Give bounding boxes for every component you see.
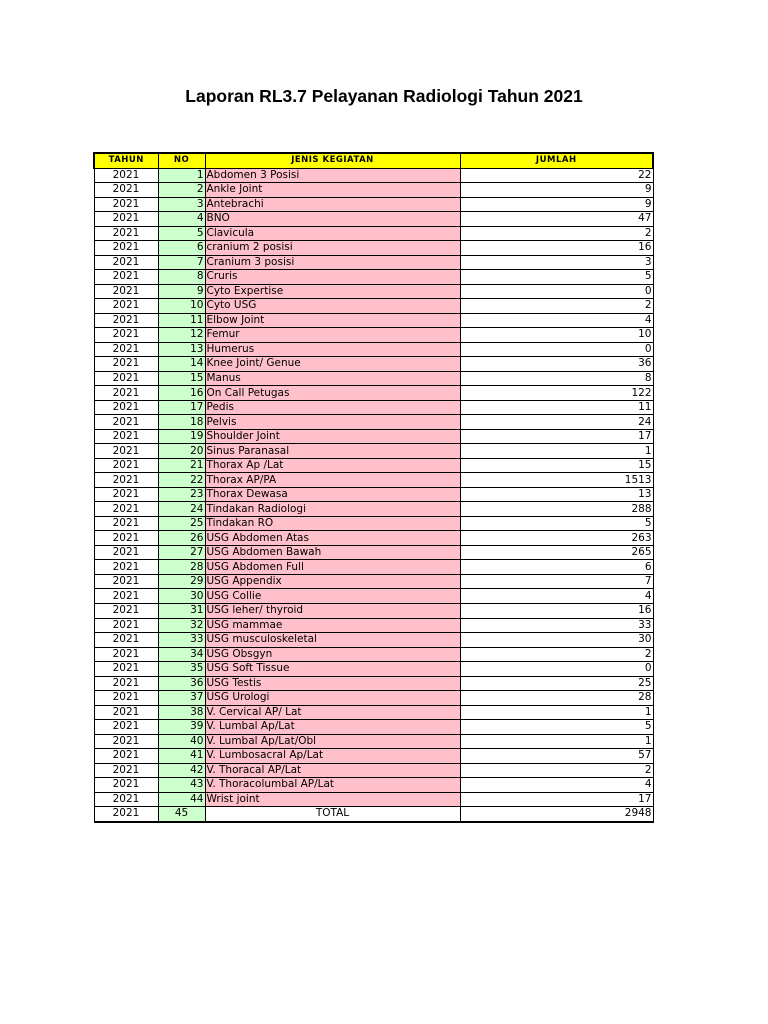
table-row	[94, 255, 653, 270]
cell-jenis-kegiatan: Elbow Joint	[205, 313, 460, 328]
table-row	[94, 778, 653, 793]
table-row	[94, 212, 653, 227]
cell-jumlah: 17	[460, 429, 653, 444]
cell-tahun: 2021	[94, 502, 158, 517]
total-jumlah: 2948	[460, 807, 653, 822]
cell-tahun: 2021	[94, 749, 158, 764]
cell-tahun: 2021	[94, 778, 158, 793]
page-title: Laporan RL3.7 Pelayanan Radiologi Tahun 2021	[185, 86, 583, 106]
cell-tahun: 2021	[94, 458, 158, 473]
cell-no: 10	[158, 299, 205, 314]
cell-no: 22	[158, 473, 205, 488]
table-row	[94, 749, 653, 764]
cell-jenis-kegiatan: USG musculoskeletal	[205, 633, 460, 648]
cell-no: 44	[158, 792, 205, 807]
cell-jumlah: 288	[460, 502, 653, 517]
cell-tahun: 2021	[94, 792, 158, 807]
cell-jumlah: 28	[460, 691, 653, 706]
table-row	[94, 197, 653, 212]
cell-no: 17	[158, 400, 205, 415]
cell-jumlah: 4	[460, 313, 653, 328]
cell-tahun: 2021	[94, 371, 158, 386]
cell-jenis-kegiatan: USG Abdomen Atas	[205, 531, 460, 546]
cell-tahun: 2021	[94, 342, 158, 357]
table-row	[94, 473, 653, 488]
cell-no: 30	[158, 589, 205, 604]
header-jumlah: JUMLAH	[460, 153, 653, 168]
cell-no: 37	[158, 691, 205, 706]
cell-tahun: 2021	[94, 299, 158, 314]
cell-tahun: 2021	[94, 429, 158, 444]
cell-jumlah: 2	[460, 226, 653, 241]
table-row	[94, 241, 653, 256]
cell-jumlah: 5	[460, 270, 653, 285]
cell-tahun: 2021	[94, 618, 158, 633]
cell-jumlah: 2	[460, 647, 653, 662]
cell-jumlah: 4	[460, 589, 653, 604]
table-row	[94, 371, 653, 386]
cell-jumlah: 9	[460, 197, 653, 212]
total-tahun: 2021	[94, 807, 158, 822]
cell-jumlah: 0	[460, 662, 653, 677]
table-row	[94, 560, 653, 575]
cell-jenis-kegiatan: Cyto Expertise	[205, 284, 460, 299]
header-tahun: TAHUN	[94, 153, 158, 168]
cell-tahun: 2021	[94, 168, 158, 183]
cell-tahun: 2021	[94, 241, 158, 256]
cell-tahun: 2021	[94, 589, 158, 604]
table-row	[94, 284, 653, 299]
cell-tahun: 2021	[94, 574, 158, 589]
table-row	[94, 647, 653, 662]
table-row	[94, 531, 653, 546]
cell-jumlah: 24	[460, 415, 653, 430]
cell-no: 13	[158, 342, 205, 357]
cell-no: 9	[158, 284, 205, 299]
table-row	[94, 705, 653, 720]
table-row	[94, 226, 653, 241]
cell-no: 41	[158, 749, 205, 764]
cell-jenis-kegiatan: Ankle Joint	[205, 183, 460, 198]
cell-tahun: 2021	[94, 676, 158, 691]
cell-no: 26	[158, 531, 205, 546]
cell-tahun: 2021	[94, 357, 158, 372]
cell-no: 24	[158, 502, 205, 517]
cell-tahun: 2021	[94, 545, 158, 560]
cell-tahun: 2021	[94, 255, 158, 270]
table-row	[94, 502, 653, 517]
cell-tahun: 2021	[94, 415, 158, 430]
total-label: TOTAL	[205, 807, 460, 822]
table-row	[94, 574, 653, 589]
cell-jumlah: 6	[460, 560, 653, 575]
cell-jumlah: 30	[460, 633, 653, 648]
table-row	[94, 763, 653, 778]
cell-no: 19	[158, 429, 205, 444]
cell-jenis-kegiatan: cranium 2 posisi	[205, 241, 460, 256]
cell-tahun: 2021	[94, 705, 158, 720]
cell-jumlah: 13	[460, 487, 653, 502]
cell-no: 33	[158, 633, 205, 648]
table-row	[94, 589, 653, 604]
cell-jumlah: 57	[460, 749, 653, 764]
cell-tahun: 2021	[94, 734, 158, 749]
cell-no: 38	[158, 705, 205, 720]
cell-jenis-kegiatan: V. Cervical AP/ Lat	[205, 705, 460, 720]
header-no: NO	[158, 153, 205, 168]
table-row	[94, 357, 653, 372]
cell-tahun: 2021	[94, 516, 158, 531]
cell-jumlah: 17	[460, 792, 653, 807]
cell-jenis-kegiatan: V. Lumbosacral Ap/Lat	[205, 749, 460, 764]
table-row	[94, 676, 653, 691]
cell-jenis-kegiatan: Manus	[205, 371, 460, 386]
cell-jumlah: 2	[460, 299, 653, 314]
table-row	[94, 415, 653, 430]
cell-jenis-kegiatan: USG Soft Tissue	[205, 662, 460, 677]
cell-tahun: 2021	[94, 691, 158, 706]
cell-tahun: 2021	[94, 560, 158, 575]
cell-no: 43	[158, 778, 205, 793]
cell-jumlah: 1	[460, 705, 653, 720]
cell-tahun: 2021	[94, 531, 158, 546]
cell-jenis-kegiatan: USG leher/ thyroid	[205, 603, 460, 618]
cell-jenis-kegiatan: V. Lumbal Ap/Lat/Obl	[205, 734, 460, 749]
cell-no: 29	[158, 574, 205, 589]
cell-no: 35	[158, 662, 205, 677]
table-row	[94, 720, 653, 735]
cell-jumlah: 0	[460, 342, 653, 357]
table-row	[94, 792, 653, 807]
cell-jumlah: 122	[460, 386, 653, 401]
cell-jenis-kegiatan: Tindakan RO	[205, 516, 460, 531]
cell-no: 1	[158, 168, 205, 183]
header-jenis-kegiatan: JENIS KEGIATAN	[205, 153, 460, 168]
cell-jenis-kegiatan: Thorax Dewasa	[205, 487, 460, 502]
cell-tahun: 2021	[94, 487, 158, 502]
cell-jumlah: 7	[460, 574, 653, 589]
cell-jenis-kegiatan: Cranium 3 posisi	[205, 255, 460, 270]
table-row	[94, 603, 653, 618]
cell-no: 34	[158, 647, 205, 662]
cell-tahun: 2021	[94, 633, 158, 648]
cell-jenis-kegiatan: Femur	[205, 328, 460, 343]
cell-jumlah: 10	[460, 328, 653, 343]
table-row	[94, 429, 653, 444]
cell-tahun: 2021	[94, 270, 158, 285]
cell-jumlah: 25	[460, 676, 653, 691]
cell-jumlah: 3	[460, 255, 653, 270]
table-row	[94, 691, 653, 706]
cell-tahun: 2021	[94, 328, 158, 343]
cell-jumlah: 11	[460, 400, 653, 415]
cell-jenis-kegiatan: USG mammae	[205, 618, 460, 633]
cell-tahun: 2021	[94, 386, 158, 401]
table-row	[94, 168, 653, 183]
cell-tahun: 2021	[94, 662, 158, 677]
cell-jumlah: 1	[460, 444, 653, 459]
table-row	[94, 516, 653, 531]
cell-jenis-kegiatan: Thorax Ap /Lat	[205, 458, 460, 473]
cell-no: 16	[158, 386, 205, 401]
cell-jumlah: 47	[460, 212, 653, 227]
cell-jumlah: 0	[460, 284, 653, 299]
table-row	[94, 444, 653, 459]
cell-jumlah: 2	[460, 763, 653, 778]
cell-jenis-kegiatan: Cyto USG	[205, 299, 460, 314]
cell-no: 12	[158, 328, 205, 343]
cell-jenis-kegiatan: Knee Joint/ Genue	[205, 357, 460, 372]
cell-no: 39	[158, 720, 205, 735]
cell-jenis-kegiatan: USG Testis	[205, 676, 460, 691]
cell-no: 6	[158, 241, 205, 256]
table-row	[94, 633, 653, 648]
cell-jenis-kegiatan: On Call Petugas	[205, 386, 460, 401]
radiology-report-table	[93, 152, 654, 823]
cell-no: 28	[158, 560, 205, 575]
table-row	[94, 400, 653, 415]
cell-jenis-kegiatan: V. Thoracolumbal AP/Lat	[205, 778, 460, 793]
cell-jumlah: 33	[460, 618, 653, 633]
cell-no: 11	[158, 313, 205, 328]
cell-jumlah: 16	[460, 241, 653, 256]
cell-no: 21	[158, 458, 205, 473]
cell-jenis-kegiatan: USG Urologi	[205, 691, 460, 706]
cell-jenis-kegiatan: Cruris	[205, 270, 460, 285]
cell-no: 31	[158, 603, 205, 618]
cell-no: 40	[158, 734, 205, 749]
cell-jumlah: 263	[460, 531, 653, 546]
cell-jumlah: 1	[460, 734, 653, 749]
cell-jenis-kegiatan: Clavicula	[205, 226, 460, 241]
cell-jenis-kegiatan: Pedis	[205, 400, 460, 415]
cell-jumlah: 4	[460, 778, 653, 793]
cell-jenis-kegiatan: Tindakan Radiologi	[205, 502, 460, 517]
table-row	[94, 342, 653, 357]
cell-no: 14	[158, 357, 205, 372]
cell-jumlah: 1513	[460, 473, 653, 488]
cell-jenis-kegiatan: USG Collie	[205, 589, 460, 604]
cell-jumlah: 9	[460, 183, 653, 198]
table-row	[94, 458, 653, 473]
cell-tahun: 2021	[94, 226, 158, 241]
table-row	[94, 545, 653, 560]
cell-no: 42	[158, 763, 205, 778]
cell-jenis-kegiatan: USG Appendix	[205, 574, 460, 589]
cell-no: 27	[158, 545, 205, 560]
cell-jenis-kegiatan: V. Thoracal AP/Lat	[205, 763, 460, 778]
cell-tahun: 2021	[94, 183, 158, 198]
cell-tahun: 2021	[94, 212, 158, 227]
cell-jumlah: 8	[460, 371, 653, 386]
cell-jenis-kegiatan: USG Obsgyn	[205, 647, 460, 662]
table-row	[94, 618, 653, 633]
cell-jumlah: 15	[460, 458, 653, 473]
cell-no: 3	[158, 197, 205, 212]
cell-jenis-kegiatan: Antebrachi	[205, 197, 460, 212]
cell-tahun: 2021	[94, 197, 158, 212]
cell-no: 2	[158, 183, 205, 198]
cell-jenis-kegiatan: Abdomen 3 Posisi	[205, 168, 460, 183]
cell-tahun: 2021	[94, 313, 158, 328]
total-row	[94, 807, 653, 822]
cell-tahun: 2021	[94, 603, 158, 618]
table-row	[94, 662, 653, 677]
cell-no: 20	[158, 444, 205, 459]
cell-jumlah: 5	[460, 720, 653, 735]
cell-no: 18	[158, 415, 205, 430]
cell-no: 32	[158, 618, 205, 633]
table-row	[94, 299, 653, 314]
cell-tahun: 2021	[94, 647, 158, 662]
cell-jenis-kegiatan: Humerus	[205, 342, 460, 357]
table-row	[94, 487, 653, 502]
cell-jenis-kegiatan: Shoulder Joint	[205, 429, 460, 444]
table-row	[94, 270, 653, 285]
cell-tahun: 2021	[94, 763, 158, 778]
cell-jumlah: 265	[460, 545, 653, 560]
cell-jumlah: 36	[460, 357, 653, 372]
cell-no: 15	[158, 371, 205, 386]
table-body	[94, 168, 653, 822]
cell-tahun: 2021	[94, 720, 158, 735]
cell-no: 7	[158, 255, 205, 270]
cell-jenis-kegiatan: Thorax AP/PA	[205, 473, 460, 488]
cell-jenis-kegiatan: V. Lumbal Ap/Lat	[205, 720, 460, 735]
cell-no: 4	[158, 212, 205, 227]
total-no: 45	[158, 807, 205, 822]
table-header-row	[94, 153, 653, 168]
cell-no: 5	[158, 226, 205, 241]
table-row	[94, 313, 653, 328]
cell-no: 36	[158, 676, 205, 691]
cell-jumlah: 5	[460, 516, 653, 531]
cell-tahun: 2021	[94, 444, 158, 459]
cell-tahun: 2021	[94, 473, 158, 488]
cell-jenis-kegiatan: USG Abdomen Bawah	[205, 545, 460, 560]
cell-no: 23	[158, 487, 205, 502]
table-row	[94, 734, 653, 749]
cell-no: 8	[158, 270, 205, 285]
cell-tahun: 2021	[94, 284, 158, 299]
cell-jumlah: 16	[460, 603, 653, 618]
cell-jenis-kegiatan: BNO	[205, 212, 460, 227]
table-row	[94, 386, 653, 401]
table-row	[94, 183, 653, 198]
cell-no: 25	[158, 516, 205, 531]
cell-tahun: 2021	[94, 400, 158, 415]
table-row	[94, 328, 653, 343]
cell-jenis-kegiatan: Wrist joint	[205, 792, 460, 807]
cell-jenis-kegiatan: USG Abdomen Full	[205, 560, 460, 575]
cell-jenis-kegiatan: Pelvis	[205, 415, 460, 430]
cell-jumlah: 22	[460, 168, 653, 183]
cell-jenis-kegiatan: Sinus Paranasal	[205, 444, 460, 459]
